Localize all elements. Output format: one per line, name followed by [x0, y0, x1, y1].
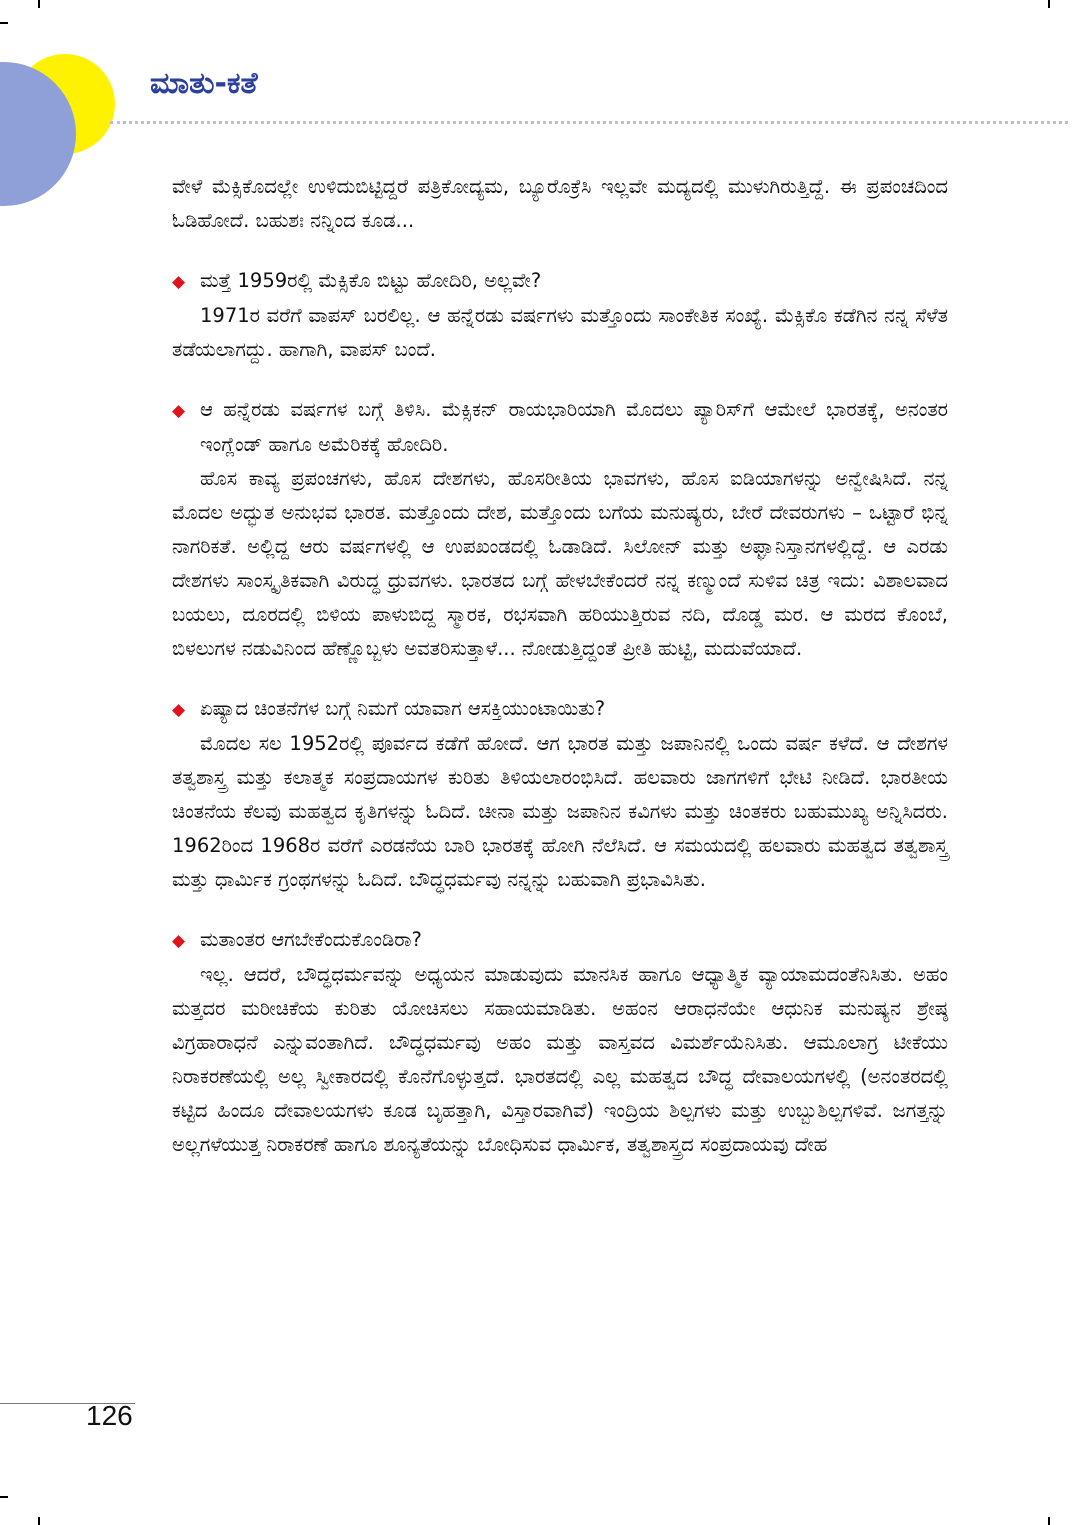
crop-mark [38, 0, 40, 8]
crop-mark [1048, 1517, 1050, 1525]
red-diamond-bullet-icon: ◆ [172, 931, 186, 951]
crop-mark [1048, 0, 1050, 8]
interview-question [172, 923, 948, 958]
crop-mark [0, 1496, 8, 1498]
page-body [172, 170, 948, 1162]
crop-mark [38, 1517, 40, 1525]
answer-paragraph: ಮೊದಲ ಸಲ 1952ರಲ್ಲಿ ಪೂರ್ವದ ಕಡೆಗೆ ಹೋದೆ. ಆಗ ಭಾರತ ಮತ್ತು ಜಪಾನಿನಲ್ಲಿ ಒಂದು ವರ್ಷ ಕಳೆದೆ. ಆ ದೇಶಗಳ ತತ್ವಶಾಸ್ತ್ರ ಮತ್ತು ಕಲಾತ್ಮಕ ಸಂಪ್ರದಾಯಗಳ ಕುರಿತು ತಿಳಿಯಲಾರಂಭಿಸಿದೆ. ಹಲವಾರು ಜಾಗಗಳಿಗೆ ಭೇಟಿ ನೀಡಿದೆ. ಭಾರತೀಯ ಚಿಂತನೆಯ ಕೆಲವು ಮಹತ್ವದ ಕೃತಿಗಳನ್ನು ಓದಿದೆ. ಚೀನಾ ಮತ್ತು ಜಪಾನಿನ ಕವಿಗಳು ಮತ್ತು ಚಿಂತಕರು ಬಹುಮುಖ್ಯ ಅನ್ನಿಸಿದರು. 1962ರಿಂದ 1968ರ ವರೆಗೆ ಎರಡನೆಯ ಬಾರಿ ಭಾರತಕ್ಕೆ ಹೋಗಿ ನೆಲೆಸಿದೆ. ಆ ಸಮಯದಲ್ಲಿ ಹಲವಾರು ಮಹತ್ವದ ತತ್ವಶಾಸ್ತ್ರ ಮತ್ತು ಧಾರ್ಮಿಕ ಗ್ರಂಥಗಳನ್ನು ಓದಿದೆ. ಬೌದ್ಧಧರ್ಮವು ನನ್ನನ್ನು ಬಹುವಾಗಿ ಪ್ರಭಾವಿಸಿತು. [172, 732, 948, 891]
answer-paragraph: 1971ರ ವರೆಗೆ ವಾಪಸ್ ಬರಲಿಲ್ಲ. ಆ ಹನ್ನೆರಡು ವರ್ಷಗಳು ಮತ್ತೊಂದು ಸಾಂಕೇತಿಕ ಸಂಖ್ಯೆ. ಮೆಕ್ಸಿಕೊ ಕಡೆಗಿನ ನನ್ನ ಸೆಳೆತ ತಡೆಯಲಾಗದ್ದು. ಹಾಗಾಗಿ, ವಾಪಸ್ ಬಂದೆ. [172, 304, 948, 361]
answer-paragraph: ಹೊಸ ಕಾವ್ಯ ಪ್ರಪಂಚಗಳು, ಹೊಸ ದೇಶಗಳು, ಹೊಸರೀತಿಯ ಭಾವಗಳು, ಹೊಸ ಐಡಿಯಾಗಳನ್ನು ಅನ್ವೇಷಿಸಿದೆ. ನನ್ನ ಮೊದಲ ಅದ್ಭುತ ಅನುಭವ ಭಾರತ. ಮತ್ತೊಂದು ದೇಶ, ಮತ್ತೊಂದು ಬಗೆಯ ಮನುಷ್ಯರು, ಬೇರೆ ದೇವರುಗಳು – ಒಟ್ಟಾರೆ ಭಿನ್ನ ನಾಗರಿಕತೆ. ಅಲ್ಲಿದ್ದ ಆರು ವರ್ಷಗಳಲ್ಲಿ ಆ ಉಪಖಂಡದಲ್ಲಿ ಓಡಾಡಿದೆ. ಸಿಲೋನ್ ಮತ್ತು ಅಫ್ಘಾನಿಸ್ತಾನಗಳಲ್ಲಿದ್ದೆ. ಆ ಎರಡು ದೇಶಗಳು ಸಾಂಸ್ಕೃತಿಕವಾಗಿ ವಿರುದ್ಧ ಧ್ರುವಗಳು. ಭಾರತದ ಬಗ್ಗೆ ಹೇಳಬೇಕೆಂದರೆ ನನ್ನ ಕಣ್ಮುಂದೆ ಸುಳಿವ ಚಿತ್ರ ಇದು: ವಿಶಾಲವಾದ ಬಯಲು, ದೂರದಲ್ಲಿ ಬಿಳಿಯ ಪಾಳುಬಿದ್ದ ಸ್ಮಾರಕ, ರಭಸವಾಗಿ ಹರಿಯುತ್ತಿರುವ ನದಿ, ದೊಡ್ಡ ಮರ. ಆ ಮರದ ಕೊಂಬೆ, ಬಿಳಲುಗಳ ನಡುವಿನಿಂದ ಹೆಣ್ಣೊಬ್ಬಳು ಅವತರಿಸುತ್ತಾಳೆ... ನೋಡುತ್ತಿದ್ದಂತೆ ಪ್ರೀತಿ ಹುಟ್ಟಿ, ಮದುವೆಯಾದೆ. [172, 467, 948, 660]
question-text: ಮತ್ತೆ 1959ರಲ್ಲಿ ಮೆಕ್ಸಿಕೊ ಬಿಟ್ಟು ಹೋದಿರಿ, ಅಲ್ಲವೇ? [200, 269, 542, 292]
paragraph: ವೇಳೆ ಮೆಕ್ಸಿಕೊದಲ್ಲೇ ಉಳಿದುಬಿಟ್ಟಿದ್ದರೆ ಪತ್ರಿಕೋದ್ಯಮ, ಬ್ಯೂರೊಕ್ರೆಸಿ ಇಲ್ಲವೇ ಮದ್ಯದಲ್ಲಿ ಮುಳುಗಿರುತ್ತಿದ್ದೆ. ಈ ಪ್ರಪಂಚದಿಂದ ಓಡಿಹೋದೆ. ಬಹುಶಃ ನನ್ನಿಂದ ಕೂಡ... [172, 175, 948, 232]
question-text: ಮತಾಂತರ ಆಗಬೇಕೆಂದುಕೊಂಡಿರಾ? [200, 928, 422, 951]
question-text: ಆ ಹನ್ನೆರಡು ವರ್ಷಗಳ ಬಗ್ಗೆ ತಿಳಿಸಿ. ಮೆಕ್ಸಿಕನ್ ರಾಯಭಾರಿಯಾಗಿ ಮೊದಲು ಪ್ಯಾರಿಸ್‌ಗೆ ಆಮೇಲೆ ಭಾರತಕ್ಕೆ, ಅನಂತರ ಇಂಗ್ಲೆಂಡ್ ಹಾಗೂ ಅಮೆರಿಕಕ್ಕೆ ಹೋದಿರಿ. [200, 398, 948, 456]
answer-paragraph: ಇಲ್ಲ. ಆದರೆ, ಬೌದ್ಧಧರ್ಮವನ್ನು ಅಧ್ಯಯನ ಮಾಡುವುದು ಮಾನಸಿಕ ಹಾಗೂ ಆಧ್ಯಾತ್ಮಿಕ ವ್ಯಾಯಾಮದಂತೆನಿಸಿತು. ಅಹಂ ಮತ್ತದರ ಮರೀಚಿಕೆಯ ಕುರಿತು ಯೋಚಿಸಲು ಸಹಾಯಮಾಡಿತು. ಅಹಂನ ಆರಾಧನೆಯೇ ಆಧುನಿಕ ಮನುಷ್ಯನ ಶ್ರೇಷ್ಠ ವಿಗ್ರಹಾರಾಧನೆ ಎನ್ನುವಂತಾಗಿದೆ. ಬೌದ್ಧಧರ್ಮವು ಅಹಂ ಮತ್ತು ವಾಸ್ತವದ ವಿಮರ್ಶೆಯೆನಿಸಿತು. ಆಮೂಲಾಗ್ರ ಟೀಕೆಯು ನಿರಾಕರಣೆಯಲ್ಲಿ ಅಲ್ಲ ಸ್ವೀಕಾರದಲ್ಲಿ ಕೊನೆಗೊಳ್ಳುತ್ತದೆ. ಭಾರತದಲ್ಲಿ ಎಲ್ಲ ಮಹತ್ವದ ಬೌದ್ಧ ದೇವಾಲಯಗಳಲ್ಲಿ (ಅನಂತರದಲ್ಲಿ ಕಟ್ಟಿದ ಹಿಂದೂ ದೇವಾಲಯಗಳು ಕೂಡ ಬೃಹತ್ತಾಗಿ, ವಿಸ್ತಾರವಾಗಿವೆ) ಇಂದ್ರಿಯ ಶಿಲ್ಪಗಳು ಮತ್ತು ಉಬ್ಬುಶಿಲ್ಪಗಳಿವೆ. ಜಗತ್ತನ್ನು ಅಲ್ಲಗಳೆಯುತ್ತ ನಿರಾಕರಣೆ ಹಾಗೂ ಶೂನ್ಯತೆಯನ್ನು ಬೋಧಿಸುವ ಧಾರ್ಮಿಕ, ತತ್ವಶಾಸ್ತ್ರದ ಸಂಪ್ರದಾಯವು ದೇಹ [172, 963, 948, 1156]
red-diamond-bullet-icon: ◆ [172, 272, 186, 292]
red-diamond-bullet-icon: ◆ [172, 700, 186, 720]
chapter-title: ಮಾತು-ಕತೆ [150, 66, 258, 101]
interview-question [172, 393, 948, 462]
header-dotted-divider [110, 121, 1068, 124]
page-number: 126 [86, 1400, 133, 1431]
interview-question [172, 264, 948, 299]
interview-question [172, 692, 948, 727]
crop-mark [0, 22, 8, 24]
red-diamond-bullet-icon: ◆ [172, 401, 186, 421]
question-text: ಏಷ್ಯಾದ ಚಿಂತನೆಗಳ ಬಗ್ಗೆ ನಿಮಗೆ ಯಾವಾಗ ಆಸಕ್ತಿಯುಂಟಾಯಿತು? [200, 697, 606, 720]
